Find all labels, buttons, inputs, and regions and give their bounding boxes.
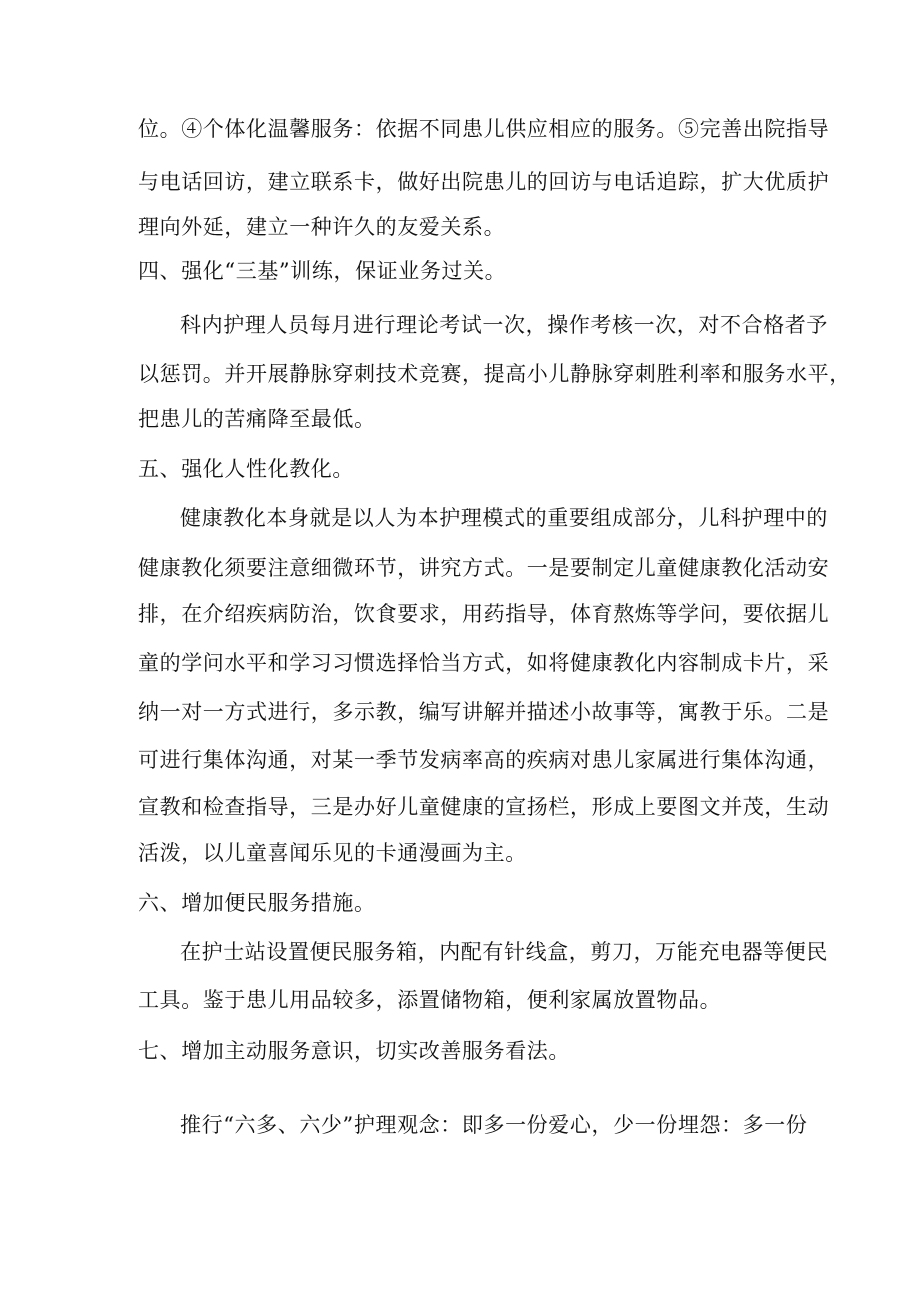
paragraph-line: 科内护理人员每月进行理论考试一次，操作考核一次，对不合格者予 [180, 313, 828, 337]
paragraph-line: 纳一对一方式进行，多示教，编写讲解并描述小故事等，寓教于乐。二是 [138, 700, 830, 724]
section-heading: 四、强化“三基”训练，保证业务过关。 [138, 259, 507, 283]
paragraph-line: 推行“六多、六少”护理观念：即多一份爱心，少一份埋怨：多一份 [180, 1113, 808, 1137]
paragraph-line: 工具。鉴于患儿用品较多，添置储物箱，便利家属放置物品。 [138, 988, 722, 1012]
paragraph-line: 健康教化须要注意细微环节，讲究方式。一是要制定儿童健康教化活动安 [138, 556, 830, 580]
paragraph-line: 把患儿的苦痛降至最低。 [138, 407, 376, 431]
section-heading: 五、强化人性化教化。 [138, 457, 354, 481]
paragraph-line: 与电话回访，建立联系卡，做好出院患儿的回访与电话追踪，扩大优质护 [138, 170, 830, 194]
paragraph-line: 排，在介绍疾病防治，饮食要求，用药指导，体育熬炼等学问，要依据儿 [138, 602, 830, 626]
paragraph-line: 理向外延，建立一种许久的友爱关系。 [138, 215, 506, 239]
paragraph-line: 以惩罚。并开展静脉穿刺技术竞赛，提高小儿静脉穿刺胜利率和服务水平， [138, 362, 851, 386]
section-heading: 七、增加主动服务意识，切实改善服务看法。 [138, 1039, 570, 1063]
paragraph-line: 健康教化本身就是以人为本护理模式的重要组成部分，儿科护理中的 [180, 506, 828, 530]
paragraph-line: 可进行集体沟通，对某一季节发病率高的疾病对患儿家属进行集体沟通， [138, 748, 830, 772]
paragraph-line: 位。④个体化温馨服务：依据不同患儿供应相应的服务。⑤完善出院指导 [138, 117, 830, 141]
paragraph-line: 童的学问水平和学习习惯选择恰当方式，如将健康教化内容制成卡片，采 [138, 651, 830, 675]
paragraph-line: 活泼，以儿童喜闻乐见的卡通漫画为主。 [138, 841, 527, 865]
section-heading: 六、增加便民服务措施。 [138, 891, 376, 915]
paragraph-line: 宣教和检查指导，三是办好儿童健康的宣扬栏，形成上要图文并茂，生动 [138, 795, 830, 819]
paragraph-line: 在护士站设置便民服务箱，内配有针线盒，剪刀，万能充电器等便民 [180, 940, 828, 964]
